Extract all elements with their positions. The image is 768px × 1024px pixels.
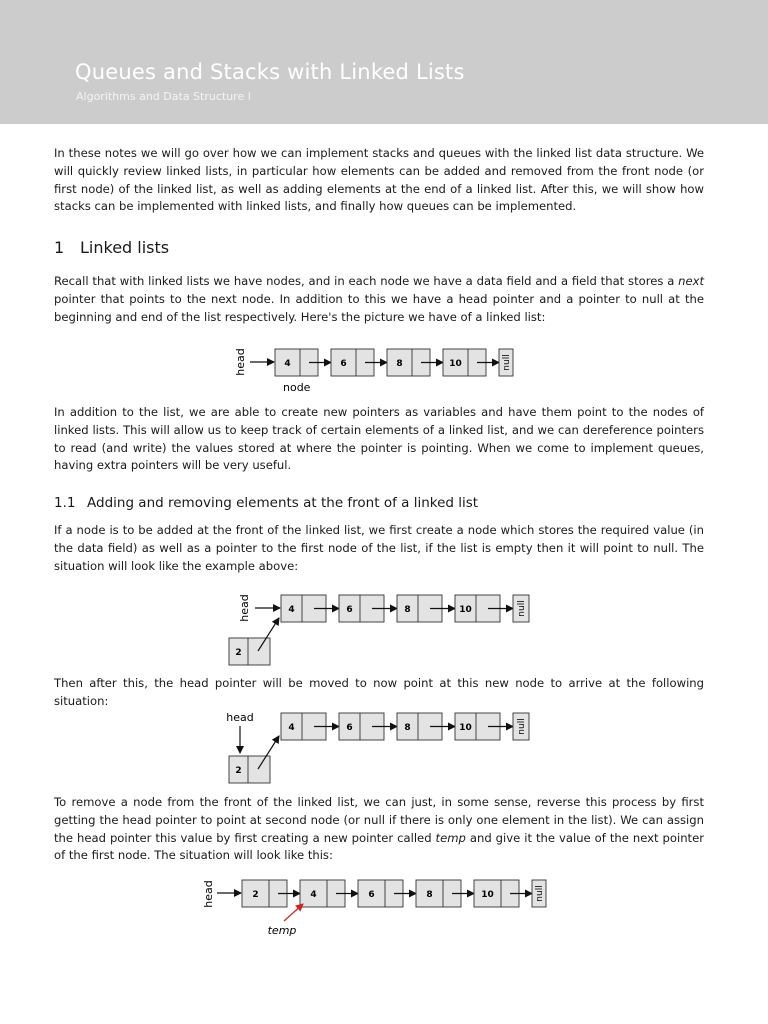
node-value: 2 <box>235 766 242 776</box>
node-value: 6 <box>340 359 347 369</box>
node-value: 10 <box>481 890 494 900</box>
section-1-1-heading <box>54 495 478 511</box>
section-1-heading <box>54 238 169 257</box>
node-value: 2 <box>235 648 242 658</box>
text-run: pointer that points to the next node. In addition to this we have a head pointer and a pointer to null at the beginning and end of the list respectively. Here's the picture we have of a linked list: <box>54 291 704 324</box>
section-1-title: Linked lists <box>80 238 170 257</box>
node-value: 6 <box>368 890 375 900</box>
section-1-1-paragraph-2: Then after this, the head pointer will be moved to now point at this new node to arrive at the following situation: <box>54 676 704 708</box>
head-label: head <box>234 348 247 376</box>
node-value: 4 <box>284 359 291 369</box>
text-run: and give it the value of the next pointer of the first node. The situation will look like this: <box>54 830 704 863</box>
section-1-1-paragraph-3 <box>54 794 704 865</box>
node-value: 4 <box>288 723 295 733</box>
section-1-paragraph-1 <box>54 273 704 326</box>
diagram-add-front <box>0 588 768 670</box>
null-label: null <box>517 600 527 617</box>
node-value: 4 <box>310 890 317 900</box>
node-value: 10 <box>449 359 462 369</box>
section-1-1-paragraph-1: If a node is to be added at the front of the linked list, we first create a node which stores the required value (in the data field) as well as a pointer to the first node of the list, if the list is empty then it will point to null. The situation will look like the example above: <box>54 523 704 573</box>
temp-label: temp <box>267 924 297 937</box>
node-value: 8 <box>396 359 403 369</box>
section-1-number: 1 <box>54 238 65 257</box>
text-run: To remove a node from the front of the linked list, we can just, in some sense, reverse this process by first getting the head pointer to point at second node (or null if there is only one element in the list). We can assign the head pointer this value by first creating a new pointer called <box>54 795 704 845</box>
node-value: 4 <box>288 605 295 615</box>
node-value: 8 <box>404 605 411 615</box>
head-label: head <box>226 711 254 724</box>
node-value: 8 <box>404 723 411 733</box>
null-label: null <box>502 354 512 371</box>
null-label: null <box>535 885 545 902</box>
title-banner <box>0 0 768 124</box>
node-value: 8 <box>426 890 433 900</box>
emphasis-next: next <box>678 274 704 288</box>
node-value: 10 <box>459 605 472 615</box>
page-subtitle: Algorithms and Data Structure I <box>76 90 251 103</box>
head-label: head <box>202 880 215 908</box>
head-label: head <box>238 594 251 622</box>
node-value: 6 <box>346 723 353 733</box>
null-label: null <box>517 718 527 735</box>
diagram-temp-pointer <box>0 870 768 945</box>
section-1-1-number: 1.1 <box>54 495 76 511</box>
diagram-linked-list <box>0 340 768 400</box>
section-1-1-title: Adding and removing elements at the front of a linked list <box>87 495 479 511</box>
page-title: Queues and Stacks with Linked Lists <box>75 60 465 84</box>
diagram-head-moved <box>0 706 768 788</box>
text-run: Recall that with linked lists we have nodes, and in each node we have a data field and a field that stores a <box>54 274 679 288</box>
emphasis-temp: temp <box>435 830 466 845</box>
node-label: node <box>283 381 311 394</box>
node-value: 6 <box>346 605 353 615</box>
section-1-paragraph-2: In addition to the list, we are able to create new pointers as variables and have them point to the nodes of linked lists. This will allow us to keep track of certain elements of a linked list, and we can dereference pointers to read (and write) the values stored at where the pointer is pointing. When we come to implement queues, having extra pointers will be very useful. <box>54 405 704 473</box>
node-value: 2 <box>252 890 259 900</box>
node-value: 10 <box>459 723 472 733</box>
intro-paragraph: In these notes we will go over how we can implement stacks and queues with the linked list data structure. We will quickly review linked lists, in particular how elements can be added and removed from the front node (or first node) of the linked list, as well as adding elements at the end of a linked list. After this, we will show how stacks can be implemented with linked lists, and finally how queues can be implemented. <box>54 146 704 214</box>
